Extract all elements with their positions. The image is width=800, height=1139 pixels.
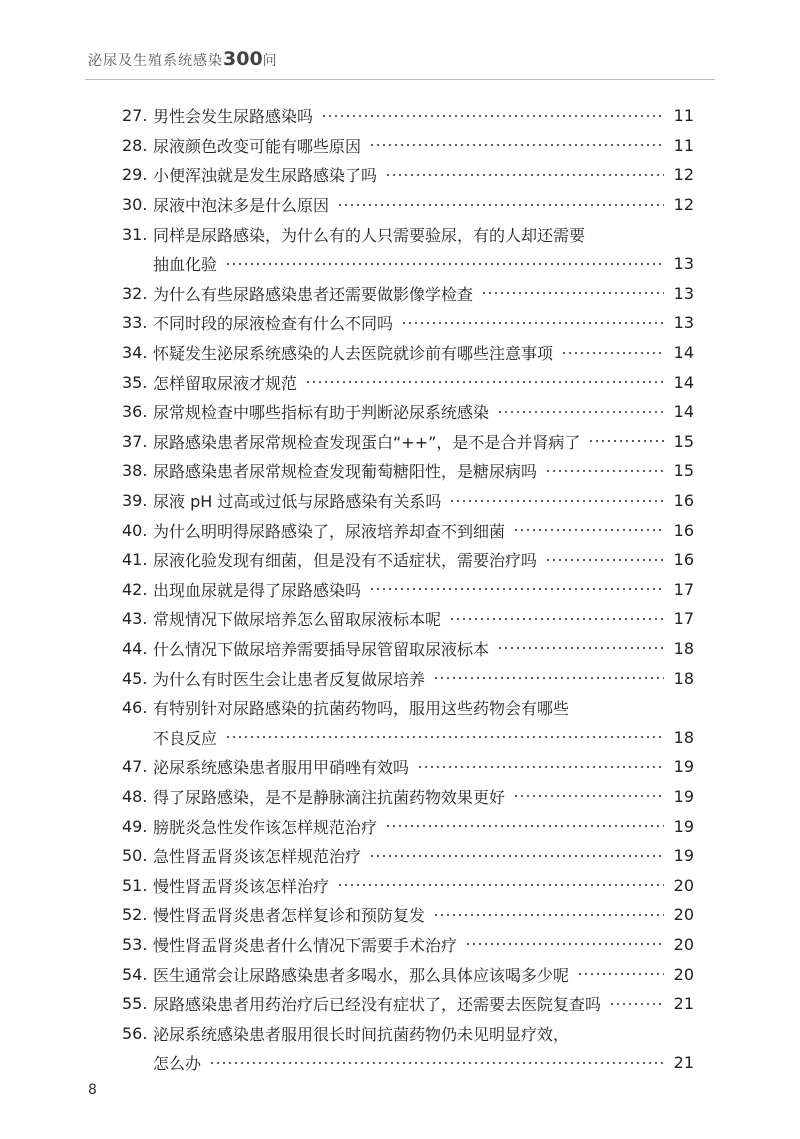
toc-entry-number: 56. xyxy=(122,1023,148,1043)
toc-entry-number: 33. xyxy=(122,313,148,333)
book-title-suffix: 问 xyxy=(262,53,278,69)
toc-entry-line xyxy=(122,101,694,131)
toc-entry[interactable] xyxy=(122,397,694,427)
toc-entry-page: 13 xyxy=(673,283,694,303)
toc-entry-number: 34. xyxy=(122,343,148,363)
toc-entry-line xyxy=(122,308,694,338)
toc-entry-page: 15 xyxy=(673,461,694,481)
dot-leader xyxy=(449,616,664,622)
dot-leader xyxy=(369,142,664,148)
toc-entry-line xyxy=(122,219,694,249)
toc-entry-number: 36. xyxy=(122,402,148,422)
toc-entry-number: 31. xyxy=(122,224,148,244)
toc-entry-title: 为什么有些尿路感染患者还需要做影像学检查 xyxy=(153,284,474,304)
toc-entry-continuation-line xyxy=(122,249,694,279)
toc-entry-title: 小便浑浊就是发生尿路感染了吗 xyxy=(153,166,378,186)
toc-entry[interactable] xyxy=(122,575,694,605)
toc-entry-number: 28. xyxy=(122,135,148,155)
toc-entry-page: 20 xyxy=(673,934,694,954)
toc-entry-page: 19 xyxy=(673,786,694,806)
toc-entry-page: 20 xyxy=(673,905,694,925)
toc-entry-line xyxy=(122,782,694,812)
toc-entry-title: 膀胱炎急性发作该怎样规范治疗 xyxy=(153,817,378,837)
toc-entry[interactable] xyxy=(122,131,694,161)
toc-entry-title: 尿路感染患者尿常规检查发现蛋白“++”，是不是合并肾病了 xyxy=(153,432,581,452)
toc-entry-title: 慢性肾盂肾炎患者什么情况下需要手术治疗 xyxy=(153,935,458,955)
toc-entry-title: 尿液颜色改变可能有哪些原因 xyxy=(153,136,362,156)
toc-entry-number: 44. xyxy=(122,638,148,658)
toc-entry-page: 19 xyxy=(673,846,694,866)
toc-entry-title: 尿液中泡沫多是什么原因 xyxy=(153,196,330,216)
dot-leader xyxy=(513,527,664,533)
toc-entry-page: 13 xyxy=(673,313,694,333)
toc-entry-line xyxy=(122,930,694,960)
toc-entry-page: 17 xyxy=(673,579,694,599)
toc-entry-title: 医生通常会让尿路感染患者多喝水，那么具体应该喝多少呢 xyxy=(153,965,570,985)
toc-entry[interactable] xyxy=(122,279,694,309)
dot-leader xyxy=(433,912,664,918)
toc-entry[interactable] xyxy=(122,1018,694,1077)
toc-entry-line xyxy=(122,752,694,782)
toc-entry-number: 29. xyxy=(122,165,148,185)
book-title-number: 300 xyxy=(223,48,263,70)
toc-entry-number: 48. xyxy=(122,786,148,806)
toc-entry-line xyxy=(122,604,694,634)
toc-entry-title: 尿液 pH 过高或过低与尿路感染有关系吗 xyxy=(153,492,442,512)
toc-entry-line xyxy=(122,693,694,723)
table-of-contents xyxy=(122,101,694,1078)
dot-leader xyxy=(385,172,664,178)
toc-entry-page: 11 xyxy=(673,135,694,155)
dot-leader xyxy=(545,468,664,474)
dot-leader xyxy=(337,882,664,888)
toc-entry-line xyxy=(122,545,694,575)
toc-entry-page: 16 xyxy=(673,520,694,540)
toc-entry-number: 49. xyxy=(122,816,148,836)
toc-entry[interactable] xyxy=(122,338,694,368)
toc-entry[interactable] xyxy=(122,515,694,545)
running-header xyxy=(88,48,278,70)
toc-entry[interactable] xyxy=(122,870,694,900)
toc-entry-line xyxy=(122,397,694,427)
toc-entry[interactable] xyxy=(122,545,694,575)
dot-leader xyxy=(401,320,664,326)
dot-leader xyxy=(337,202,664,208)
toc-entry-title: 出现血尿就是得了尿路感染吗 xyxy=(153,580,362,600)
toc-entry-line xyxy=(122,367,694,397)
dot-leader xyxy=(321,113,664,119)
toc-entry[interactable] xyxy=(122,456,694,486)
toc-entry-line xyxy=(122,1018,694,1048)
dot-leader xyxy=(449,498,664,504)
toc-entry-page: 20 xyxy=(673,964,694,984)
toc-entry-line xyxy=(122,811,694,841)
toc-entry-page: 14 xyxy=(673,372,694,392)
toc-entry-line xyxy=(122,663,694,693)
toc-entry[interactable] xyxy=(122,663,694,693)
toc-entry[interactable] xyxy=(122,367,694,397)
dot-leader xyxy=(497,409,664,415)
dot-leader xyxy=(433,675,664,681)
toc-entry-title-continued: 抽血化验 xyxy=(153,255,218,275)
dot-leader xyxy=(465,941,664,947)
toc-entry-number: 40. xyxy=(122,520,148,540)
toc-entry-line xyxy=(122,279,694,309)
toc-entry-page: 18 xyxy=(673,727,694,747)
dot-leader xyxy=(561,350,664,356)
toc-entry-title: 尿路感染患者用药治疗后已经没有症状了，还需要去医院复查吗 xyxy=(153,995,602,1015)
toc-entry-number: 50. xyxy=(122,846,148,866)
toc-entry-title: 怀疑发生泌尿系统感染的人去医院就诊前有哪些注意事项 xyxy=(153,344,554,364)
toc-entry-title: 急性肾盂肾炎该怎样规范治疗 xyxy=(153,847,362,867)
toc-entry[interactable] xyxy=(122,486,694,516)
header-rule xyxy=(85,79,715,80)
dot-leader xyxy=(209,1060,664,1066)
toc-entry-number: 39. xyxy=(122,491,148,511)
toc-entry-number: 53. xyxy=(122,934,148,954)
toc-entry-line xyxy=(122,841,694,871)
toc-entry-number: 37. xyxy=(122,431,148,451)
toc-entry-line xyxy=(122,338,694,368)
toc-entry[interactable] xyxy=(122,160,694,190)
toc-entry[interactable] xyxy=(122,219,694,278)
toc-entry-number: 51. xyxy=(122,875,148,895)
toc-entry-number: 32. xyxy=(122,283,148,303)
toc-entry-page: 21 xyxy=(673,1053,694,1073)
toc-entry-page: 19 xyxy=(673,816,694,836)
dot-leader xyxy=(385,823,664,829)
toc-entry-line xyxy=(122,515,694,545)
toc-entry-page: 13 xyxy=(673,254,694,274)
toc-entry[interactable] xyxy=(122,782,694,812)
dot-leader xyxy=(305,379,664,385)
toc-entry[interactable] xyxy=(122,101,694,131)
toc-entry-page: 14 xyxy=(673,343,694,363)
toc-entry-line xyxy=(122,634,694,664)
toc-entry-page: 12 xyxy=(673,165,694,185)
toc-entry-number: 27. xyxy=(122,106,148,126)
toc-entry[interactable] xyxy=(122,693,694,752)
toc-entry-line xyxy=(122,456,694,486)
page-number: 8 xyxy=(88,1082,97,1098)
toc-entry-line xyxy=(122,959,694,989)
toc-entry[interactable] xyxy=(122,190,694,220)
toc-entry-title: 有特别针对尿路感染的抗菌药物吗，服用这些药物会有哪些 xyxy=(153,699,570,719)
toc-entry-title: 尿路感染患者尿常规检查发现葡萄糖阳性，是糖尿病吗 xyxy=(153,462,538,482)
toc-entry-page: 16 xyxy=(673,550,694,570)
toc-entry-number: 30. xyxy=(122,195,148,215)
toc-entry-page: 12 xyxy=(673,195,694,215)
toc-entry-title: 为什么有时医生会让患者反复做尿培养 xyxy=(153,669,426,689)
dot-leader xyxy=(497,645,664,651)
toc-entry-title: 得了尿路感染，是不是静脉滴注抗菌药物效果更好 xyxy=(153,787,506,807)
toc-entry[interactable] xyxy=(122,811,694,841)
dot-leader xyxy=(225,261,664,267)
dot-leader xyxy=(577,971,664,977)
dot-leader xyxy=(225,734,664,740)
toc-entry[interactable] xyxy=(122,930,694,960)
toc-entry-number: 47. xyxy=(122,757,148,777)
toc-entry-page: 20 xyxy=(673,875,694,895)
toc-entry-title: 尿常规检查中哪些指标有助于判断泌尿系统感染 xyxy=(153,403,490,423)
toc-entry-title: 常规情况下做尿培养怎么留取尿液标本呢 xyxy=(153,610,442,630)
toc-entry-page: 16 xyxy=(673,491,694,511)
dot-leader xyxy=(545,557,664,563)
toc-entry-title: 慢性肾盂肾炎患者怎样复诊和预防复发 xyxy=(153,906,426,926)
toc-entry-line xyxy=(122,989,694,1019)
toc-entry-title: 尿液化验发现有细菌，但是没有不适症状，需要治疗吗 xyxy=(153,551,538,571)
toc-entry-line xyxy=(122,575,694,605)
toc-entry-number: 38. xyxy=(122,461,148,481)
toc-entry-number: 55. xyxy=(122,994,148,1014)
toc-entry-line xyxy=(122,486,694,516)
toc-entry-title: 泌尿系统感染患者服用很长时间抗菌药物仍未见明显疗效， xyxy=(153,1024,570,1044)
toc-entry-title: 什么情况下做尿培养需要插导尿管留取尿液标本 xyxy=(153,639,490,659)
toc-entry-number: 42. xyxy=(122,579,148,599)
toc-entry-title: 不同时段的尿液检查有什么不同吗 xyxy=(153,314,394,334)
toc-entry-title: 慢性肾盂肾炎该怎样治疗 xyxy=(153,876,330,896)
toc-entry[interactable] xyxy=(122,989,694,1019)
toc-entry-line xyxy=(122,160,694,190)
toc-entry-title: 泌尿系统感染患者服用甲硝唑有效吗 xyxy=(153,758,410,778)
toc-entry-page: 11 xyxy=(673,106,694,126)
toc-entry-page: 18 xyxy=(673,668,694,688)
toc-entry-title-continued: 怎么办 xyxy=(153,1054,202,1074)
toc-entry-title-continued: 不良反应 xyxy=(153,728,218,748)
toc-entry-number: 35. xyxy=(122,372,148,392)
toc-entry-page: 18 xyxy=(673,638,694,658)
toc-entry-page: 17 xyxy=(673,609,694,629)
toc-entry-number: 45. xyxy=(122,668,148,688)
dot-leader xyxy=(588,438,664,444)
toc-entry-line xyxy=(122,900,694,930)
dot-leader xyxy=(481,290,664,296)
toc-entry-page: 19 xyxy=(673,757,694,777)
toc-entry-title: 同样是尿路感染，为什么有的人只需要验尿，有的人却还需要 xyxy=(153,225,586,245)
toc-entry-number: 46. xyxy=(122,698,148,718)
toc-entry-line xyxy=(122,190,694,220)
toc-entry-page: 21 xyxy=(673,994,694,1014)
toc-entry[interactable] xyxy=(122,752,694,782)
toc-entry-continuation-line xyxy=(122,722,694,752)
dot-leader xyxy=(513,793,664,799)
toc-entry-line xyxy=(122,427,694,457)
toc-entry-line xyxy=(122,131,694,161)
toc-entry[interactable] xyxy=(122,900,694,930)
book-title: 泌尿及生殖系统感染 xyxy=(88,53,223,69)
toc-entry-title: 男性会发生尿路感染吗 xyxy=(153,107,314,127)
toc-entry-number: 43. xyxy=(122,609,148,629)
dot-leader xyxy=(417,764,664,770)
toc-entry[interactable] xyxy=(122,427,694,457)
toc-entry-line xyxy=(122,870,694,900)
toc-entry[interactable] xyxy=(122,604,694,634)
toc-entry-number: 54. xyxy=(122,964,148,984)
toc-entry[interactable] xyxy=(122,841,694,871)
dot-leader xyxy=(369,853,664,859)
toc-entry-continuation-line xyxy=(122,1048,694,1078)
toc-entry[interactable] xyxy=(122,308,694,338)
dot-leader xyxy=(609,1001,664,1007)
toc-entry-number: 52. xyxy=(122,905,148,925)
toc-entry-page: 14 xyxy=(673,402,694,422)
toc-entry-title: 为什么明明得尿路感染了，尿液培养却查不到细菌 xyxy=(153,521,506,541)
toc-entry-number: 41. xyxy=(122,550,148,570)
toc-entry-title: 怎样留取尿液才规范 xyxy=(153,373,298,393)
dot-leader xyxy=(369,586,664,592)
toc-entry[interactable] xyxy=(122,634,694,664)
toc-entry-page: 15 xyxy=(673,431,694,451)
toc-entry[interactable] xyxy=(122,959,694,989)
